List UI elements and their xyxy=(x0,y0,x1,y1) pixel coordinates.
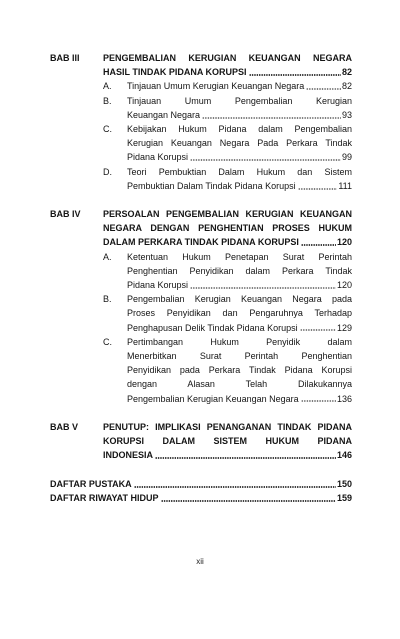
dot-leader xyxy=(301,235,336,249)
chapter-title-last-line xyxy=(103,235,352,249)
chapter-title-line: HASIL TINDAK PIDANA KORUPSI xyxy=(103,67,247,78)
section-title-line: dengan Alasan Telah Dilakukannya xyxy=(127,379,352,390)
chapter-body xyxy=(103,207,352,406)
section-page-number: 129 xyxy=(336,322,352,333)
section-last-line xyxy=(127,278,352,292)
toc-section xyxy=(103,250,352,293)
section-title-line: Keuangan Negara xyxy=(127,109,201,120)
chapter-title-line: PERSOALAN PENGEMBALIAN KERUGIAN KEUANGAN xyxy=(103,209,352,220)
section-last-line xyxy=(127,321,352,335)
section-title-line: Tinjauan Umum Pengembalian Kerugian xyxy=(127,95,352,106)
chapter-title xyxy=(103,207,352,250)
section-title-line: Pengembalian Kerugian Keuangan Negara xyxy=(127,393,299,404)
section-title-line: Ketentuan Hukum Penetapan Surat Perintah xyxy=(127,251,352,262)
section-page-number: 82 xyxy=(341,81,352,92)
section-title-line: Pembuktian Dalam Tindak Pidana Korupsi xyxy=(127,180,296,191)
section-title-line: Penghentian Penyidikan dalam Perkara Tindak xyxy=(127,265,352,276)
chapter-title-line: KORUPSI DALAM SISTEM HUKUM PIDANA xyxy=(103,436,352,447)
toc-section xyxy=(103,335,352,406)
toc-back-matter-entry xyxy=(50,477,352,491)
section-title-line: Kerugian Keuangan Negara Pada Perkara Tindak xyxy=(127,138,352,149)
section-title-line: Proses Penyidikan dan Pengaruhnya Terhadap xyxy=(127,308,352,319)
chapter-label: BAB V xyxy=(50,421,79,432)
page-number: xii xyxy=(196,557,204,566)
chapter-title-line: NEGARA DENGAN PENGHENTIAN PROSES HUKUM xyxy=(103,223,352,234)
chapter-title-line: INDONESIA xyxy=(103,450,154,461)
dot-leader xyxy=(134,477,336,491)
chapter-title xyxy=(103,420,352,463)
section-page-number: 111 xyxy=(338,180,352,191)
section-page-number: 93 xyxy=(341,109,352,120)
section-last-line xyxy=(127,79,352,93)
chapter-title-last-line xyxy=(103,65,352,79)
toc-chapter xyxy=(50,420,352,463)
chapter-label: BAB III xyxy=(50,53,80,63)
section-title-line: Menerbitkan Surat Perintah Penghentian xyxy=(127,350,352,361)
table-of-contents xyxy=(50,51,352,505)
toc-back-matter-entry xyxy=(50,491,352,505)
chapter-body xyxy=(103,420,352,463)
section-title-line: Pertimbangan Hukum Penyidik dalam xyxy=(127,336,352,347)
section-title-line: Tinjauan Umum Kerugian Keuangan Negara xyxy=(127,81,305,92)
section-letter: B. xyxy=(103,95,112,106)
chapter-title xyxy=(103,51,352,79)
section-letter: C. xyxy=(103,336,112,347)
section-last-line xyxy=(127,150,352,164)
toc-chapter xyxy=(50,51,352,193)
section-last-line xyxy=(127,179,352,193)
dot-leader xyxy=(301,392,336,406)
toc-section xyxy=(103,79,352,93)
chapter-title-line: PENGEMBALIAN KERUGIAN KEUANGAN NEGARA xyxy=(103,53,352,63)
toc-chapter xyxy=(50,207,352,406)
chapter-page-number: 120 xyxy=(336,237,352,248)
dot-leader xyxy=(202,108,341,122)
chapter-page-number: 82 xyxy=(341,67,352,78)
section-last-line xyxy=(127,392,352,406)
chapter-body xyxy=(103,51,352,193)
back-matter-title: DAFTAR PUSTAKA xyxy=(50,478,132,489)
toc-section xyxy=(103,122,352,165)
section-title xyxy=(127,79,352,93)
section-letter: D. xyxy=(103,166,112,177)
section-page-number: 120 xyxy=(336,280,352,290)
toc-section xyxy=(103,165,352,193)
section-title xyxy=(127,250,352,293)
dot-leader xyxy=(155,448,336,462)
dot-leader xyxy=(300,321,336,335)
section-title-line: Teori Pembuktian Dalam Hukum dan Sistem xyxy=(127,166,352,177)
toc-section xyxy=(103,94,352,122)
section-title-line: Pengembalian Kerugian Keuangan Negara pada xyxy=(127,294,352,305)
section-title-line: Penghapusan Delik Tindak Pidana Korupsi xyxy=(127,322,298,333)
section-letter: A. xyxy=(103,81,112,92)
chapter-title-line: DALAM PERKARA TINDAK PIDANA KORUPSI xyxy=(103,237,299,248)
dot-leader xyxy=(190,278,336,292)
section-title-line: Pidana Korupsi xyxy=(127,152,189,163)
toc-section xyxy=(103,292,352,335)
dot-leader xyxy=(298,179,338,193)
chapter-title-line: PENUTUP: IMPLIKASI PENANGANAN TINDAK PIDANA xyxy=(103,421,352,432)
section-letter: A. xyxy=(103,251,112,262)
chapter-page-number: 146 xyxy=(336,450,352,461)
back-matter-page-number: 150 xyxy=(336,478,352,489)
chapter-label: BAB IV xyxy=(50,209,81,220)
section-title xyxy=(127,94,352,122)
section-title-line: Pidana Korupsi xyxy=(127,280,189,290)
back-matter xyxy=(50,477,352,505)
back-matter-title: DAFTAR RIWAYAT HIDUP xyxy=(50,492,159,503)
section-title xyxy=(127,335,352,406)
back-matter-page-number: 159 xyxy=(336,492,352,503)
section-title xyxy=(127,292,352,335)
dot-leader xyxy=(306,79,341,93)
section-title-line: Penyidikan pada Perkara Tindak Pidana Korupsi xyxy=(127,365,352,376)
section-title-line: Kebijakan Hukum Pidana dalam Pengembalian xyxy=(127,123,352,134)
chapter-title-last-line xyxy=(103,448,352,462)
section-title xyxy=(127,165,352,193)
section-page-number: 99 xyxy=(341,152,352,163)
section-page-number: 136 xyxy=(336,393,352,404)
section-last-line xyxy=(127,108,352,122)
dot-leader xyxy=(161,491,336,505)
dot-leader xyxy=(190,150,341,164)
section-title xyxy=(127,122,352,165)
section-letter: C. xyxy=(103,123,112,134)
section-letter: B. xyxy=(103,294,112,305)
dot-leader xyxy=(249,65,341,79)
